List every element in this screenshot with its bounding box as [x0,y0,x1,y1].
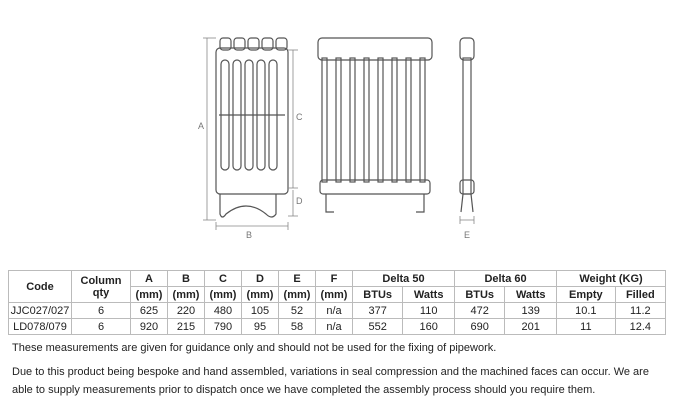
header-code: Code [9,271,72,303]
radiator-front-view [216,38,288,217]
cell-d: 105 [242,303,279,319]
cell-code: JJC027/027 [9,303,72,319]
cell-d60-btus: 690 [455,319,505,335]
header-weight: Weight (KG) [557,271,666,287]
cell-a: 920 [131,319,168,335]
cell-c: 480 [205,303,242,319]
header-b: B [168,271,205,287]
dim-label-b: B [246,230,253,240]
subheader-d-unit: (mm) [242,287,279,303]
dimension-e [460,216,474,224]
subheader-empty: Empty [557,287,616,303]
table-row [9,319,666,335]
header-delta60: Delta 60 [455,271,557,287]
cell-filled: 12.4 [615,319,665,335]
subheader-a-unit: (mm) [131,287,168,303]
header-e: E [279,271,316,287]
cell-d: 95 [242,319,279,335]
dim-label-d: D [296,196,303,206]
cell-code: LD078/079 [9,319,72,335]
dim-label-a: A [198,121,205,131]
radiator-side-view [318,38,432,212]
specifications-table [8,270,666,335]
cell-e: 52 [279,303,316,319]
cell-a: 625 [131,303,168,319]
radiator-end-view [460,38,474,212]
cell-qty: 6 [72,319,131,335]
guidance-note: These measurements are given for guidance only and should not be used for the fixing of pipework. [12,342,497,354]
subheader-f-unit: (mm) [316,287,353,303]
cell-d50-watts: 160 [403,319,455,335]
cell-d60-btus: 472 [455,303,505,319]
cell-b: 220 [168,303,205,319]
subheader-b-unit: (mm) [168,287,205,303]
cell-d60-watts: 201 [505,319,557,335]
subheader-d60-btus: BTUs [455,287,505,303]
subheader-c-unit: (mm) [205,287,242,303]
cell-filled: 11.2 [615,303,665,319]
bespoke-note: Due to this product being bespoke and hand assembled, variations in seal compression and the machined faces can occur. We are able to supply measurements prior to dispatch once we have completed the assembly process should you require them. [12,366,649,396]
header-column-qty: Column qty [72,271,131,303]
header-d: D [242,271,279,287]
cell-d50-watts: 110 [403,303,455,319]
header-c: C [205,271,242,287]
dimension-a [203,38,216,220]
cell-qty: 6 [72,303,131,319]
dim-label-c: C [296,112,303,122]
subheader-e-unit: (mm) [279,287,316,303]
cell-e: 58 [279,319,316,335]
subheader-d50-btus: BTUs [353,287,403,303]
cell-b: 215 [168,319,205,335]
cell-empty: 11 [557,319,616,335]
subheader-filled: Filled [615,287,665,303]
header-delta50: Delta 50 [353,271,455,287]
subheader-d50-watts: Watts [403,287,455,303]
subheader-d60-watts: Watts [505,287,557,303]
header-f: F [316,271,353,287]
cell-d50-btus: 552 [353,319,403,335]
table-header-row [9,271,666,287]
cell-d50-btus: 377 [353,303,403,319]
cell-d60-watts: 139 [505,303,557,319]
dim-label-e: E [464,230,471,240]
cell-f: n/a [316,319,353,335]
table-row [9,303,666,319]
cell-empty: 10.1 [557,303,616,319]
cell-f: n/a [316,303,353,319]
cell-c: 790 [205,319,242,335]
dimension-b [216,222,288,230]
header-a: A [131,271,168,287]
